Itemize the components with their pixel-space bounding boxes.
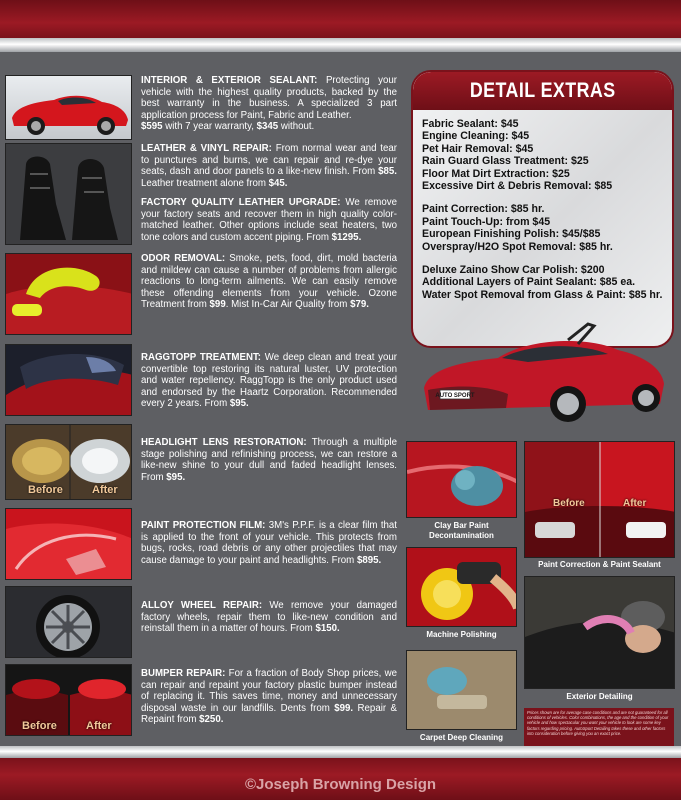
service-raggtopp [5,344,400,416]
service-text [141,437,397,483]
carpet-cleaning-caption: Carpet Deep Cleaning [419,733,504,742]
service-price: $895. [356,554,382,566]
service-title: ODOR REMOVAL: [141,253,226,264]
paint-correction-caption: Paint Correction & Paint Sealant [538,560,661,569]
service-price-secondary: $250. [199,714,224,726]
extras-item: Deluxe Zaino Show Car Polish: $200 [422,264,605,277]
extras-item: Paint Correction: $85 hr. [422,203,545,216]
detail-extras-title: DETAIL EXTRAS [469,79,616,102]
service-text-upgrade [141,197,397,243]
service-description: 3M's P.P.F. is a clear film that is applied to the front of your vehicle. This protects from bugs, rocks, road debris or any other projectiles that may cause damage to your paint and headlights. From [141,520,397,566]
after-label: After [623,498,647,509]
service-title: HEADLIGHT LENS RESTORATION: [141,437,307,448]
service-price: $85. [378,166,397,178]
service-description: Protecting your vehicle with the highest quality products, backed by the best warranty in the business. A specialized 3 part application process for Paint, Fabric and Leather. [141,75,397,121]
detail-extras-panel [411,70,674,348]
extras-item: Fabric Sealant: $45 [422,118,519,130]
extras-item: Excessive Dirt & Debris Removal: $85 [422,180,613,193]
service-text [141,668,397,726]
service-price: $99. [334,702,354,714]
pricing-disclaimer: Prices shown are for average case conditions and are not guaranteed for all conditions of vehicles. Color combinations, the age and the condition of your vehicle and how spectacular you want your vehicle to look are some key factors regarding pricing. AutoSport Detailing takes these and other factors into consideration before giving you an exact price. [524,708,674,750]
extras-item: European Finishing Polish: $45/$85 [422,228,601,241]
service-price: $95. [229,398,249,410]
red-sports-car-photo [5,75,132,140]
after-label: After [86,720,112,732]
service-description-tail: Leather treatment alone from [141,177,269,189]
before-label: Before [553,498,585,509]
service-description: We deep clean and treat your convertible top restoring its natural luster, UV protection and water repellency. RaggTopp is the only product used and endorsed by the Haartz Corporation. Recommended every 2 years. From [141,352,397,410]
service-text [141,143,397,189]
machine-polishing-photo [406,547,517,627]
machine-polishing-caption: Machine Polishing [426,630,497,639]
service-description: For a fraction of Body Shop prices, we can repair and repaint your factory plastic bumper instead of replacing it. This saves time, money and unnecessary disposal waste in our landfills. Dents from [141,668,398,714]
service-title: FACTORY QUALITY LEATHER UPGRADE: [141,197,341,208]
top-silver-stripe [0,38,681,52]
detail-extras-header [413,72,672,110]
service-text [141,75,397,133]
service-price-alt: $345 [256,121,279,133]
top-banner [0,0,681,38]
service-price: $595 [141,121,163,133]
service-title: RAGGTOPP TREATMENT: [141,352,262,363]
before-label: Before [22,720,57,732]
service-price: $99 [209,299,226,311]
service-price-secondary: $79. [350,299,369,311]
service-description: We remove your factory seats and recover them in high quality color-matched leather. Other options include seat heaters, two tone colors and custom accent piping. From [141,197,398,243]
service-odor-removal [5,253,400,335]
service-alloy-wheel-repair [5,586,400,658]
service-title: LEATHER & VINYL REPAIR: [141,143,272,154]
service-title: BUMPER REPAIR: [141,668,226,679]
odor-treatment-photo [5,253,132,335]
carpet-cleaning-photo [406,650,517,730]
extras-item: Overspray/H2O Spot Removal: $85 hr. [422,240,613,253]
clay-bar-photo [406,441,517,518]
service-headlight-restoration [5,424,400,500]
paint-correction-photo [524,441,675,558]
before-label: Before [28,484,63,496]
service-text [141,520,397,566]
headlight-before-after-photo [5,424,132,500]
service-description: We remove your damaged factory wheels, repair them to like-new condition and reinstall them in a matter of hours. From [141,600,397,635]
service-paint-protection-film [5,508,400,580]
exterior-detailing-photo [524,576,675,689]
service-price-note: with 7 year warranty, [162,121,257,133]
convertible-top-photo [5,344,132,416]
after-label: After [92,484,118,496]
service-price-note-end: without. [278,121,315,133]
service-interior-exterior-sealant [5,75,400,140]
service-text [141,600,397,635]
service-description-tail: Repair & Repaint from [141,702,397,726]
service-description: From normal wear and tear to punctures and burns, we can repair and re-dye your seats, dash and door panels to a like-new finish. From [141,143,397,178]
license-plate-text: AUTO SPORT [435,393,475,399]
service-title: INTERIOR & EXTERIOR SEALANT: [141,75,318,86]
service-description-tail: . Mist In-Car Air Quality from [225,299,351,311]
alloy-wheel-photo [5,586,132,658]
extras-item: Paint Touch-Up: from $45 [422,215,551,228]
service-price: $1295. [331,231,362,243]
bumper-before-after-photo [5,664,132,736]
service-price: $150. [315,623,340,635]
service-text [141,253,397,311]
extras-item: Rain Guard Glass Treatment: $25 [422,155,589,168]
extras-item: Engine Cleaning: $45 [422,130,530,143]
service-bumper-repair [5,664,400,736]
service-text [141,352,397,410]
service-price: $95. [166,471,186,483]
detail-extras-list [413,110,672,301]
bottom-silver-stripe [0,746,681,758]
service-description: Through a multiple stage polishing and refinishing process, we can restore a like-new shine to your dull and faded headlight lenses. From [141,437,397,483]
service-description: Smoke, pets, food, dirt, mold bacteria and mildew can cause a number of problems from allergic reactions to long-term ailments. We can easily remove these offending elements from your vehicle. Ozone Treatment from [141,253,397,311]
service-leather [5,143,400,245]
service-title: PAINT PROTECTION FILM: [141,520,266,531]
service-title: ALLOY WHEEL REPAIR: [141,600,263,611]
extras-item: Pet Hair Removal: $45 [422,142,534,155]
leather-seats-photo [5,143,132,245]
clay-bar-caption: Clay Bar Paint Decontamination [429,521,494,540]
red-convertible-car-image [418,318,668,430]
service-price-secondary: $45. [268,177,288,189]
extras-item: Additional Layers of Paint Sealant: $85 ea. [422,276,636,289]
footer-credit: ©Joseph Browning Design [244,776,437,793]
paint-film-photo [5,508,132,580]
extras-item: Floor Mat Dirt Extraction: $25 [422,167,570,180]
extras-item: Water Spot Removal from Glass & Paint: $85 hr. [422,288,663,301]
exterior-detailing-caption: Exterior Detailing [566,692,633,701]
